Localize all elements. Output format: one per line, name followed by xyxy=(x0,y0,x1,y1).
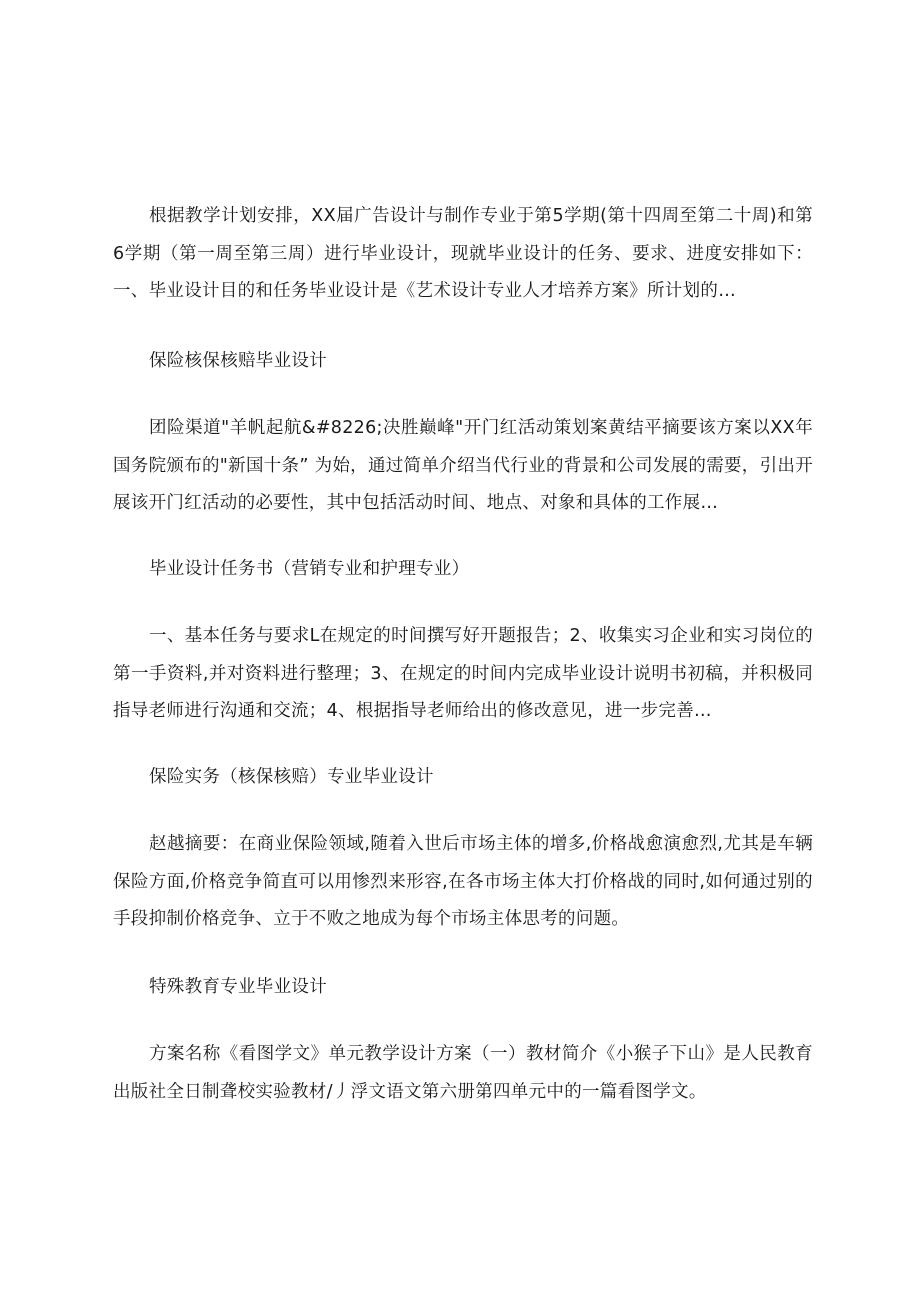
paragraph-basic-tasks: 一、基本任务与要求L在规定的时间撰写好开题报告；2、收集实习企业和实习岗位的第一手资料,并对资料进行整理；3、在规定的时间内完成毕业设计说明书初稿，并积极同指导老师进行沟通和交流；4、根据指导老师给出的修改意见，进一步完善… xyxy=(113,626,813,721)
paragraph-group-insurance-campaign: 团险渠道"羊帆起航&#8226;决胜巅峰"开门红活动策划案黄结平摘要该方案以XX年国务院颁布的"新国十条” 为始，通过简单介绍当代行业的背景和公司发展的需要，引出开展该开门红活动的必要性，其中包括活动时间、地点、对象和具体的工作展… xyxy=(113,418,813,513)
section-heading-insurance-underwriting: 保险核保核赔毕业设计 xyxy=(149,351,327,371)
paragraph-teaching-plan: 方案名称《看图学文》单元教学设计方案（一）教材简介《小猴子下山》是人民教育出版社全日制聋校实验教材/丿浮文语文第六册第四单元中的一篇看图学文。 xyxy=(113,1044,813,1102)
section-heading-special-education: 特殊教育专业毕业设计 xyxy=(149,977,327,997)
intro-paragraph: 根据教学计划安排，XX届广告设计与制作专业于第5学期(第十四周至第二十周)和第6学期（第一周至第三周）进行毕业设计，现就毕业设计的任务、要求、进度安排如下：一、毕业设计目的和任务毕业设计是《艺术设计专业人才培养方案》所计划的… xyxy=(113,206,813,301)
paragraph-commercial-insurance: 赵越摘要：在商业保险领域,随着入世后市场主体的增多,价格战愈演愈烈,尤其是车辆保险方面,价格竞争简直可以用惨烈来形容,在各市场主体大打价格战的同时,如何通过别的手段抑制价格竞争、立于不败之地成为每个市场主体思考的问题。 xyxy=(113,834,813,929)
section-heading-insurance-practice: 保险实务（核保核赔）专业毕业设计 xyxy=(149,767,434,787)
section-heading-task-book: 毕业设计任务书（营销专业和护理专业） xyxy=(149,559,470,579)
